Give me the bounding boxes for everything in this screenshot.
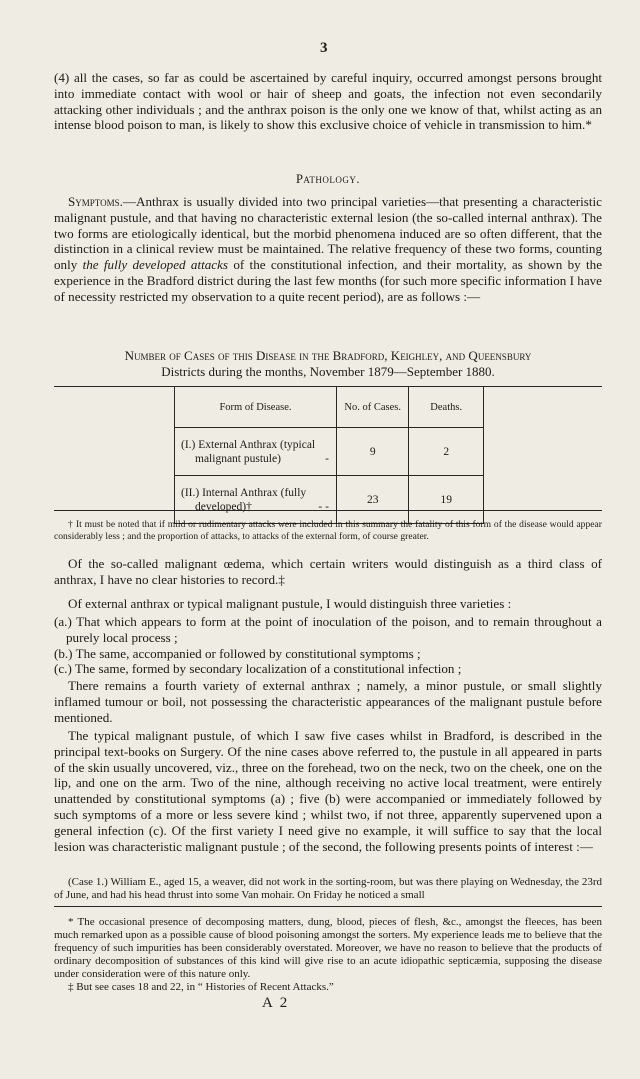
case-1-text: (Case 1.) William E., aged 15, a weaver, did not work in the sorting-room, but was there playing on Wednesday, the 23rd of June, and had his head thrust into some Van mohair. On Friday he noticed a small (54, 876, 602, 901)
symptoms-text-1: —Anthrax is usually divided into two principal varieties—that presenting a characteristic malignant pustule, and that having no characteristic external lesion (the so-called internal anthrax). The two forms are etiologically identical, but the morbid phenomena induced are so often different, that the distinction in a clinical review must be maintained. The relative frequency of these two forms, counting only (54, 194, 602, 273)
form-cell: (II.) Internal Anthrax (fully developed)† - - (175, 476, 337, 524)
footnote-rule (54, 906, 602, 907)
paragraph-oedema: Of the so-called malignant œdema, which certain writers would distinguish as a third class of anthrax, I have no clear histories to record.‡ (54, 556, 602, 587)
header-deaths: Deaths. (409, 387, 484, 428)
symptoms-italic: the fully developed attacks (82, 257, 228, 273)
table-footnote: † It must be noted that if mild or rudimentary attacks were included in this summary the fatality of this form of the disease would appear considerably less ; and the proportion of attacks, to attacks of the external form, of course greater. (54, 519, 602, 542)
list-item: (c.) The same, formed by secondary localization of a constitutional infection ; (54, 661, 462, 677)
symptoms-lead: Symptoms. (68, 194, 123, 209)
varieties-list (54, 614, 602, 677)
cases-cell: 23 (336, 476, 408, 524)
footnote-double-dagger: ‡ But see cases 18 and 22, in “ Histories of Recent Attacks.” (68, 981, 334, 993)
paragraph-intro: (4) all the cases, so far as could be ascertained by careful inquiry, occurred amongst persons brought into immediate contact with wool or hair of sheep and goats, the infection not even secondarily attacking other individuals ; and the anthrax poison is the only one we know of that, whilst acting as an intense blood poison to man, is likely to show this exclusive choice of vehicle in transmission to him.* (54, 70, 602, 133)
cases-table (174, 386, 484, 524)
cases-cell: 9 (336, 428, 408, 476)
symptoms-text-2: of the constitutional infection, and their mortality, as shown by the experience in the Bradford district during the last few months (for such more specific information I have of necessity restricted my observation to a quite recent period), are as follows :— (54, 257, 603, 304)
page-number: 3 (320, 40, 328, 56)
pathology-heading: Pathology. (295, 172, 361, 186)
table-caption-2: Districts during the months, November 1879—September 1880. (161, 364, 495, 379)
header-cases: No. of Cases. (336, 387, 408, 428)
table-row (175, 476, 484, 524)
footnote-star: * The occasional presence of decomposing matters, dung, blood, pieces of flesh, &c., amongst the fleeces, has been much remarked upon as a possible cause of blood poisoning amongst the sorters. My experience leads me to believe that the frequency of such impurities has been considerably overstated. Moreover, we have no reason to believe that the products of ordinary decomposition of substances of this kind will give rise to an acute idiopathic septicæmia, supposing the disease under consideration were of this nature only. (54, 916, 602, 980)
table-caption-1: Number of Cases of this Disease in the Bradford, Keighley, and Queensbury (124, 348, 532, 363)
form-cell: (I.) External Anthrax (typical malignant pustule) - (175, 428, 337, 476)
paragraph-external: Of external anthrax or typical malignant pustule, I would distinguish three varieties : (68, 596, 512, 611)
paragraph-typical-pustule: The typical malignant pustule, of which I saw five cases whilst in Bradford, is described in the principal text-books on Surgery. Of the nine cases above referred to, the pustule in all appeared in parts of the skin usually uncovered, viz., three on the forehead, two on the neck, two on the cheek, one on the lip, and one on the arm. Two of the nine, although receiving no active local treatment, were entirely unattended by constitutional symptoms (a) ; five (b) were accompanied or immediately followed by such symptoms of a more or less severe kind ; whilst two, if not three, apparently supervened upon a general infection (c). Of the first variety I need give no example, it will suffice to say that the local lesion was characteristic malignant pustule ; of the second, the following presents points of interest :— (54, 728, 602, 854)
paragraph-fourth-variety: There remains a fourth variety of external anthrax ; namely, a minor pustule, or small slightly inflamed tumour or boil, not possessing the characteristic appearances of the malignant pustule before mentioned. (54, 678, 602, 725)
table-row (175, 428, 484, 476)
deaths-cell: 19 (409, 476, 484, 524)
header-form: Form of Disease. (175, 387, 337, 428)
table-bottom-rule (54, 510, 602, 511)
signature-mark: A 2 (262, 995, 290, 1011)
list-item: (a.) That which appears to form at the point of inoculation of the poison, and to remain throughout a purely local process ; (54, 614, 602, 645)
list-item: (b.) The same, accompanied or followed by constitutional symptoms ; (54, 645, 421, 661)
symptoms-paragraph (54, 194, 602, 305)
deaths-cell: 2 (409, 428, 484, 476)
